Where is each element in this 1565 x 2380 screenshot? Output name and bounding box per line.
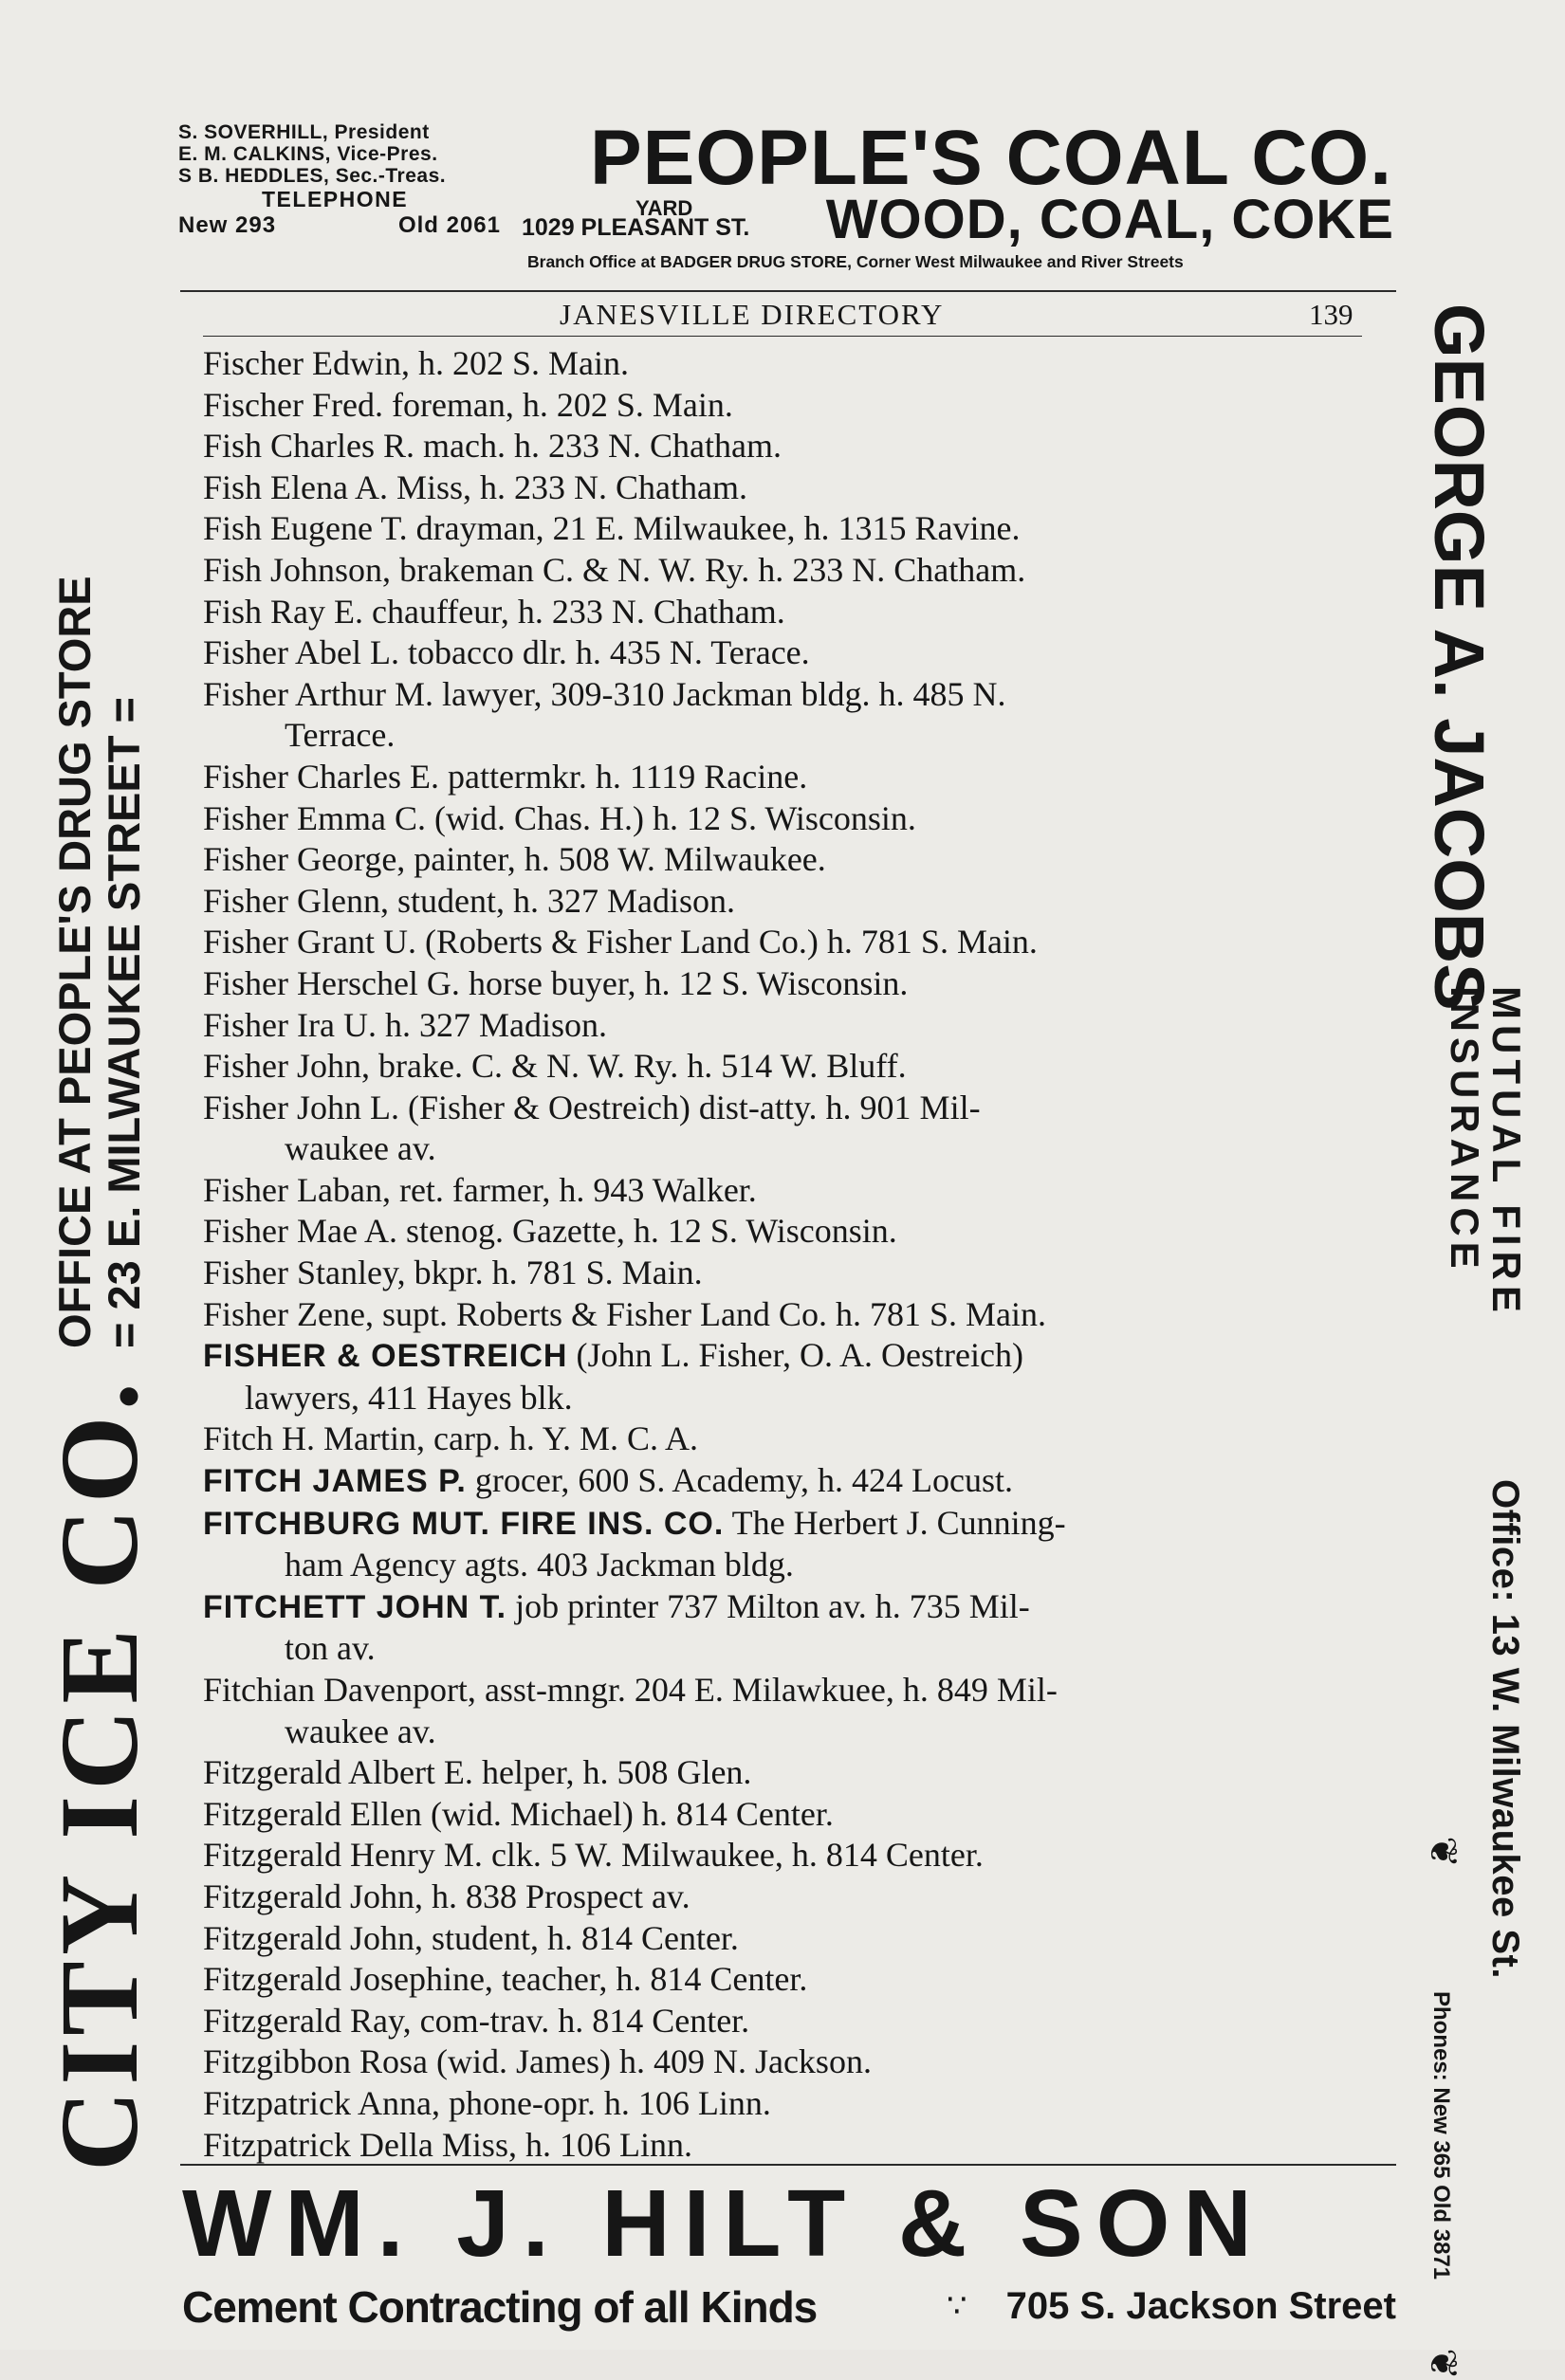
entry-name: Fitzgerald Ray, (203, 2001, 412, 2040)
insurance-agent-name: GEORGE A. JACOBS (1420, 303, 1499, 1011)
directory-entry (203, 2125, 1358, 2167)
entry-details: student, h. 814 Center. (422, 1918, 739, 1957)
directory-entry (203, 1670, 1358, 1752)
directory-entry (203, 1877, 1358, 1918)
directory-entry (203, 922, 1358, 963)
entry-bold-name: FITCH JAMES P. (203, 1463, 467, 1500)
header-bottom-rule (203, 336, 1362, 337)
entry-details: asst-mngr. 204 E. Milawkuee, h. 849 Mil- (475, 1671, 1058, 1709)
entry-details: stenog. Gazette, h. 12 S. Wisconsin. (396, 1212, 897, 1251)
directory-entry (203, 467, 1358, 509)
directory-entry (203, 1419, 1358, 1460)
entry-details: brake. C. & N. W. Ry. h. 514 W. Bluff. (370, 1047, 907, 1086)
entry-details: Miss, h. 233 N. Chatham. (388, 467, 748, 506)
entry-details: teacher, h. 814 Center. (492, 1960, 808, 1999)
directory-entry (203, 1503, 1358, 1586)
entry-details: The Herbert J. Cunning- (724, 1503, 1066, 1542)
entry-details: h. 327 Madison. (376, 1005, 607, 1044)
entry-name: Fitch H. Martin, (203, 1419, 425, 1458)
telephone-label: TELEPHONE (262, 187, 409, 211)
contractor-address: 705 S. Jackson Street (1005, 2285, 1396, 2327)
leaf-ornament-icon: ❦ (1420, 2348, 1464, 2380)
contractor-name: WM. J. HILT & SON (182, 2170, 1265, 2277)
entry-main-line (203, 1336, 1023, 1374)
entry-details: painter, h. 508 W. Milwaukee. (405, 840, 826, 879)
entry-continuation: ham Agency agts. 403 Jackman bldg. (285, 1546, 794, 1584)
entry-main-line (203, 1254, 703, 1291)
directory-entry (203, 385, 1358, 427)
insurance-office: Office: 13 W. Milwaukee St. (1484, 1479, 1526, 1979)
directory-entry (203, 1959, 1358, 2001)
directory-entry (203, 674, 1358, 757)
entry-details: lawyer, 309-310 Jackman bldg. h. 485 N. (433, 674, 1006, 713)
directory-entry (203, 1294, 1358, 1336)
directory-entry (203, 963, 1358, 1005)
entry-details: ret. farmer, h. 943 Walker. (390, 1170, 757, 1209)
entry-main-line (203, 1295, 1046, 1333)
entry-main-line (203, 1671, 1058, 1709)
phone-new: New 293 (178, 212, 277, 238)
coal-company-ad (178, 115, 1394, 281)
directory-entry (203, 798, 1358, 840)
running-head: JANESVILLE DIRECTORY (560, 298, 945, 331)
entry-main-line (203, 1212, 897, 1250)
directory-entry (203, 343, 1358, 385)
directory-entry (203, 1005, 1358, 1047)
entry-main-line (203, 2002, 749, 2040)
entry-details: grocer, 600 S. Academy, h. 424 Locust. (466, 1461, 1013, 1500)
entry-name: Fischer Edwin, (203, 344, 410, 382)
entry-name: Fitzgerald Josephine, (203, 1960, 493, 1999)
entry-main-line (203, 1089, 981, 1126)
entry-name: Fitzpatrick Della (203, 2125, 433, 2164)
branch-office: Branch Office at BADGER DRUG STORE, Corner West Milwaukee and River Streets (527, 252, 1184, 271)
entry-continuation: Terrace. (285, 716, 396, 755)
entry-main-line (203, 2042, 872, 2080)
ice-company-office (50, 576, 149, 1348)
entry-name: Fisher George, (203, 840, 406, 879)
entry-name: Fitzgibbon Rosa (203, 2042, 429, 2081)
directory-entry (203, 592, 1358, 633)
insurance-phone-new: New 365 (1428, 2087, 1454, 2179)
entry-main-line (203, 2084, 771, 2122)
insurance-phones-label: Phones: (1428, 1991, 1454, 2081)
ice-office-line2: = 23 E. MILWAUKEE STREET = (99, 697, 149, 1348)
contractor-tagline: Cement Contracting of all Kinds (182, 2282, 818, 2332)
entry-name: Fisher Ira U. (203, 1005, 377, 1044)
entry-name: Fischer Fred. (203, 385, 383, 424)
directory-entry (203, 1918, 1358, 1960)
entry-main-line (203, 840, 826, 878)
entry-main-line (203, 1047, 907, 1085)
entry-name: Fitzgerald Ellen (203, 1794, 422, 1833)
entry-name: Fitchian Davenport, (203, 1671, 476, 1709)
entry-main-line (203, 2126, 692, 2164)
entry-name: Fisher John L. (203, 1088, 399, 1126)
entry-main-line (203, 1877, 690, 1915)
entry-main-line (203, 1960, 807, 1998)
entry-name: Fisher Emma C. (203, 798, 426, 837)
entry-details: phone-opr. h. 106 Linn. (439, 2083, 771, 2122)
entry-name: Fisher Abel L. (203, 633, 399, 672)
directory-entry (203, 1335, 1358, 1419)
directory-entry (203, 2001, 1358, 2042)
directory-entry (203, 426, 1358, 467)
entry-name: Fitzgerald John, (203, 1877, 423, 1915)
entry-details: chauffeur, h. 233 N. Chatham. (363, 592, 785, 631)
entry-main-line (203, 1419, 698, 1457)
entry-main-line (203, 1504, 1066, 1542)
entry-main-line (203, 633, 810, 671)
entry-main-line (203, 1006, 607, 1044)
entry-main-line (203, 675, 1005, 713)
yard-address: 1029 PLEASANT ST. (522, 214, 750, 241)
insurance-phone-old: Old 3871 (1428, 2185, 1454, 2280)
entry-details: (wid. Michael) h. 814 Center. (421, 1794, 834, 1833)
insurance-ad (1404, 303, 1546, 2380)
phone-old: Old 2061 (397, 212, 501, 238)
entry-name: Fisher Laban, (203, 1170, 391, 1209)
entry-details: (John L. Fisher, O. A. Oestreich) (567, 1336, 1023, 1375)
entry-details: mach. h. 233 N. Chatham. (414, 427, 782, 466)
entry-details: horse buyer, h. 12 S. Wisconsin. (459, 963, 909, 1002)
entry-main-line (203, 593, 785, 631)
entry-main-line (203, 386, 733, 424)
directory-entry (203, 1211, 1358, 1253)
directory-entry (203, 632, 1358, 674)
officer-president: S. SOVERHILL, President (178, 121, 430, 143)
footer-rule (180, 2164, 1396, 2166)
entry-details: supt. Roberts & Fisher Land Co. h. 781 S. Main. (373, 1294, 1046, 1333)
insurance-type (1444, 986, 1527, 1318)
directory-entry (203, 1046, 1358, 1088)
entry-name: Fish Johnson, (203, 550, 392, 589)
entry-main-line (203, 799, 916, 837)
directory-entry (203, 1586, 1358, 1670)
page-number: 139 (1309, 298, 1353, 331)
entry-details: h. 202 S. Main. (409, 344, 629, 382)
entry-name: Fish Eugene T. (203, 509, 408, 548)
entry-name: Fisher Zene, (203, 1294, 374, 1333)
ice-company-name: CITY ICE CO. (37, 1376, 161, 2171)
directory-entry (203, 1752, 1358, 1794)
entry-name: Fisher Stanley, (203, 1254, 406, 1292)
entry-details: (wid. Chas. H.) h. 12 S. Wisconsin. (425, 798, 916, 837)
entry-main-line (203, 551, 1025, 589)
dots-separator-icon: ∵ (947, 2287, 967, 2325)
entry-main-line (203, 882, 735, 920)
entry-continuation: lawyers, 411 Hayes blk. (245, 1378, 573, 1417)
directory-entry (203, 2041, 1358, 2083)
entry-details: (Fisher & Oestreich) dist-atty. h. 901 Mil- (399, 1088, 981, 1126)
yard-label: YARD (635, 196, 693, 220)
header-top-rule (180, 290, 1396, 292)
entry-name: Fisher Herschel G. (203, 963, 460, 1002)
ice-company-ad (38, 284, 161, 2171)
entry-details: clk. 5 W. Milwaukee, h. 814 Center. (482, 1836, 984, 1875)
entry-bold-name: FITCHBURG MUT. FIRE INS. CO. (203, 1505, 725, 1542)
directory-entry (203, 1460, 1358, 1503)
ice-office-line1: OFFICE AT PEOPLE'S DRUG STORE (49, 576, 100, 1348)
entry-details: carp. h. Y. M. C. A. (424, 1419, 698, 1458)
directory-entry (203, 1253, 1358, 1294)
directory-entry (203, 1170, 1358, 1212)
entry-main-line (203, 1836, 984, 1874)
officers-list (178, 121, 501, 238)
entry-name: Fisher Mae A. (203, 1212, 397, 1251)
entry-continuation: ton av. (285, 1629, 376, 1668)
entry-details: bkpr. h. 781 S. Main. (405, 1254, 703, 1292)
officer-secretary: S B. HEDDLES, Sec.-Treas. (178, 165, 447, 187)
entry-main-line (203, 1919, 739, 1957)
leaf-ornament-icon: ❦ (1420, 1836, 1464, 1868)
insurance-line1: MUTUAL FIRE (1484, 986, 1529, 1318)
coal-products: WOOD, COAL, COKE (825, 189, 1394, 250)
entry-details: foreman, h. 202 S. Main. (382, 385, 733, 424)
entry-continuation: waukee av. (285, 1712, 436, 1750)
entry-details: (wid. James) h. 409 N. Jackson. (428, 2042, 872, 2081)
entry-main-line (203, 1461, 1013, 1499)
entry-main-line (203, 923, 1038, 961)
entry-name: Fitzgerald John, (203, 1918, 423, 1957)
officer-vice-president: E. M. CALKINS, Vice-Pres. (178, 143, 438, 165)
entry-bold-name: FITCHETT JOHN T. (203, 1588, 507, 1625)
entry-name: Fisher John, (203, 1047, 371, 1086)
insurance-line2: INSURANCE (1443, 986, 1487, 1274)
entry-details: job printer 737 Milton av. h. 735 Mil- (506, 1586, 1030, 1625)
directory-entry (203, 1835, 1358, 1877)
entry-main-line (203, 427, 782, 465)
directory-entry (203, 550, 1358, 592)
entry-details: tobacco dlr. h. 435 N. Terace. (398, 633, 810, 672)
entry-main-line (203, 509, 1021, 547)
entry-name: Fitzgerald Albert E. (203, 1753, 473, 1792)
directory-entry (203, 757, 1358, 798)
telephone-numbers (178, 214, 501, 236)
directory-entry (203, 1088, 1358, 1170)
entry-main-line (203, 964, 908, 1002)
entry-name: Fitzgerald Henry M. (203, 1836, 483, 1875)
entry-name: Fisher Charles E. (203, 757, 439, 796)
entry-bold-name: FISHER & OESTREICH (203, 1338, 568, 1375)
entry-details: Miss, h. 106 Linn. (433, 2125, 692, 2164)
entry-main-line (203, 758, 807, 796)
entry-main-line (203, 1587, 1030, 1625)
entry-details: student, h. 327 Madison. (388, 881, 735, 920)
entry-details: drayman, 21 E. Milwaukee, h. 1315 Ravine. (407, 509, 1021, 548)
directory-entry (203, 508, 1358, 550)
entry-continuation: waukee av. (285, 1129, 436, 1168)
entry-main-line (203, 468, 747, 506)
entry-main-line (203, 1795, 834, 1833)
entry-main-line (203, 1171, 757, 1209)
entry-details: pattermkr. h. 1119 Racine. (438, 757, 808, 796)
entry-name: Fisher Arthur M. (203, 674, 433, 713)
coal-company-name: PEOPLE'S COAL CO. (589, 115, 1392, 201)
directory-entry (203, 2083, 1358, 2125)
entry-name: Fish Ray E. (203, 592, 364, 631)
entry-name: Fisher Grant U. (203, 923, 416, 961)
entry-details: com-trav. h. 814 Center. (411, 2001, 750, 2040)
directory-entry (203, 839, 1358, 881)
entry-details: helper, h. 508 Glen. (472, 1753, 752, 1792)
entry-name: Fisher Glenn, (203, 881, 389, 920)
entry-main-line (203, 1753, 751, 1791)
directory-entry (203, 881, 1358, 923)
cement-contractor-ad (180, 2171, 1396, 2342)
entry-details: brakeman C. & N. W. Ry. h. 233 N. Chatham. (391, 550, 1026, 589)
entry-details: (Roberts & Fisher Land Co.) h. 781 S. Main. (415, 923, 1038, 961)
entry-main-line (203, 344, 629, 382)
directory-listings (203, 343, 1358, 2166)
entry-name: Fish Charles R. (203, 427, 415, 466)
entry-name: Fitzpatrick Anna, (203, 2083, 440, 2122)
insurance-phones (1428, 1991, 1453, 2279)
directory-entry (203, 1794, 1358, 1836)
entry-details: h. 838 Prospect av. (422, 1877, 690, 1915)
entry-name: Fish Elena A. (203, 467, 388, 506)
